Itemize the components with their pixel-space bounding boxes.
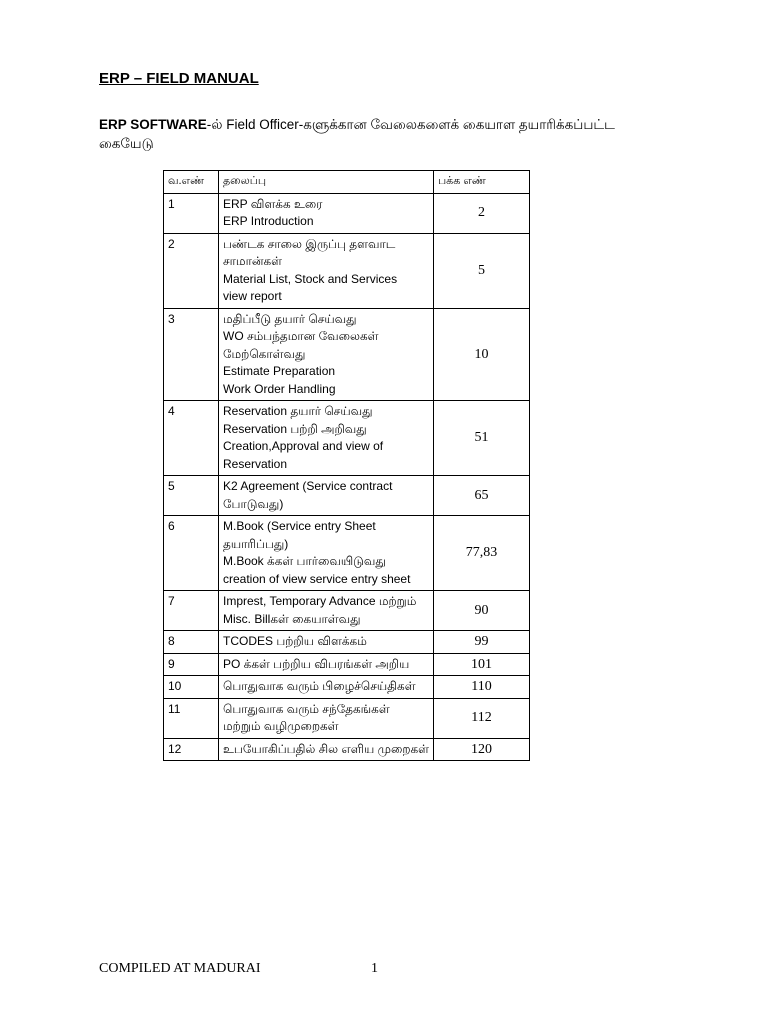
intro-text: -ல் Field Officer-களுக்கான வேலைகளைக் கையாள தயாரிக்கப்பட்ட கையேடு — [99, 117, 615, 151]
table-row — [164, 476, 530, 516]
row-serial: 11 — [164, 698, 219, 738]
table-row — [164, 631, 530, 654]
table-row — [164, 233, 530, 308]
contents-table — [163, 170, 530, 761]
table-row — [164, 698, 530, 738]
row-page-number: 112 — [434, 698, 530, 738]
row-serial: 4 — [164, 401, 219, 476]
row-page-number: 5 — [434, 233, 530, 308]
topic-line: Work Order Handling — [223, 381, 336, 396]
topic-line: TCODES பற்றிய விளக்கம் — [223, 634, 367, 648]
topic-line: மற்றும் வழிமுறைகள் — [223, 719, 339, 733]
row-serial: 8 — [164, 631, 219, 654]
table-row — [164, 738, 530, 761]
row-page-number: 99 — [434, 631, 530, 654]
row-serial: 1 — [164, 193, 219, 233]
topic-line: சாமான்கள் — [223, 254, 282, 268]
row-topic — [219, 631, 434, 654]
topic-line: Reservation தயார் செய்வது — [223, 404, 373, 418]
row-page-number: 10 — [434, 308, 530, 401]
intro-paragraph — [99, 115, 629, 153]
table-row — [164, 308, 530, 401]
topic-line: PO க்கள் பற்றிய விபரங்கள் அறிய — [223, 656, 410, 671]
table-row — [164, 591, 530, 631]
topic-line: உபயோகிப்பதில் சில எளிய முறைகள் — [223, 741, 430, 756]
row-topic — [219, 676, 434, 699]
intro-bold-text: ERP SOFTWARE — [99, 117, 207, 132]
topic-line: Reservation பற்றி அறிவது — [223, 421, 367, 436]
topic-line: போடுவது) — [223, 496, 284, 511]
topic-line: ERP விளக்க உரை — [223, 196, 323, 211]
row-page-number: 110 — [434, 676, 530, 699]
row-serial: 2 — [164, 233, 219, 308]
row-page-number: 2 — [434, 193, 530, 233]
row-serial: 10 — [164, 676, 219, 699]
header-topic: தலைப்பு — [219, 171, 434, 194]
header-page: பக்க எண் — [434, 171, 530, 194]
footer-page-number: 1 — [371, 961, 378, 976]
row-page-number: 120 — [434, 738, 530, 761]
row-topic — [219, 591, 434, 631]
header-serial: வ.எண் — [164, 171, 219, 194]
topic-line: ERP Introduction — [223, 214, 314, 228]
table-row — [164, 401, 530, 476]
row-topic — [219, 653, 434, 676]
topic-line: Creation,Approval and view of — [223, 439, 384, 453]
row-topic — [219, 476, 434, 516]
topic-line: பண்டக சாலை இருப்பு தளவாட — [223, 236, 396, 251]
topic-line: தயாரிப்பது) — [223, 536, 289, 551]
row-serial: 7 — [164, 591, 219, 631]
table-row — [164, 193, 530, 233]
table-row — [164, 516, 530, 591]
topic-line: Imprest, Temporary Advance மற்றும் — [223, 594, 417, 608]
topic-line: K2 Agreement (Service contract — [223, 479, 393, 493]
topic-line: view report — [223, 289, 282, 303]
topic-line: பொதுவாக வரும் பிழைச்செய்திகள் — [223, 679, 416, 693]
topic-line: creation of view service entry sheet — [223, 571, 411, 586]
topic-line: Misc. Billகள் கையாள்வது — [223, 611, 361, 626]
row-page-number: 51 — [434, 401, 530, 476]
topic-line: Reservation — [223, 456, 288, 471]
topic-line: பொதுவாக வரும் சந்தேகங்கள் — [223, 701, 390, 716]
row-page-number: 101 — [434, 653, 530, 676]
row-page-number: 90 — [434, 591, 530, 631]
topic-line: Material List, Stock and Services — [223, 271, 398, 286]
topic-line: மேற்கொள்வது — [223, 346, 306, 361]
document-title: ERP – FIELD MANUAL — [99, 70, 259, 87]
row-serial: 6 — [164, 516, 219, 591]
table-row — [164, 653, 530, 676]
row-topic — [219, 193, 434, 233]
table-row — [164, 676, 530, 699]
footer-compiled: COMPILED AT MADURAI — [99, 961, 261, 976]
table-body — [164, 193, 530, 761]
row-topic — [219, 516, 434, 591]
topic-line: Estimate Preparation — [223, 364, 336, 378]
row-serial: 12 — [164, 738, 219, 761]
row-topic — [219, 738, 434, 761]
row-page-number: 77,83 — [434, 516, 530, 591]
topic-line: M.Book (Service entry Sheet — [223, 519, 376, 533]
topic-line: WO சம்பந்தமான வேலைகள் — [223, 329, 379, 343]
table-header-row — [164, 171, 530, 194]
row-topic — [219, 698, 434, 738]
row-serial: 3 — [164, 308, 219, 401]
row-page-number: 65 — [434, 476, 530, 516]
row-topic — [219, 233, 434, 308]
row-serial: 9 — [164, 653, 219, 676]
topic-line: மதிப்பீடு தயார் செய்வது — [223, 311, 357, 326]
row-topic — [219, 401, 434, 476]
row-topic — [219, 308, 434, 401]
topic-line: M.Book க்கள் பார்வையிடுவது — [223, 554, 386, 568]
row-serial: 5 — [164, 476, 219, 516]
